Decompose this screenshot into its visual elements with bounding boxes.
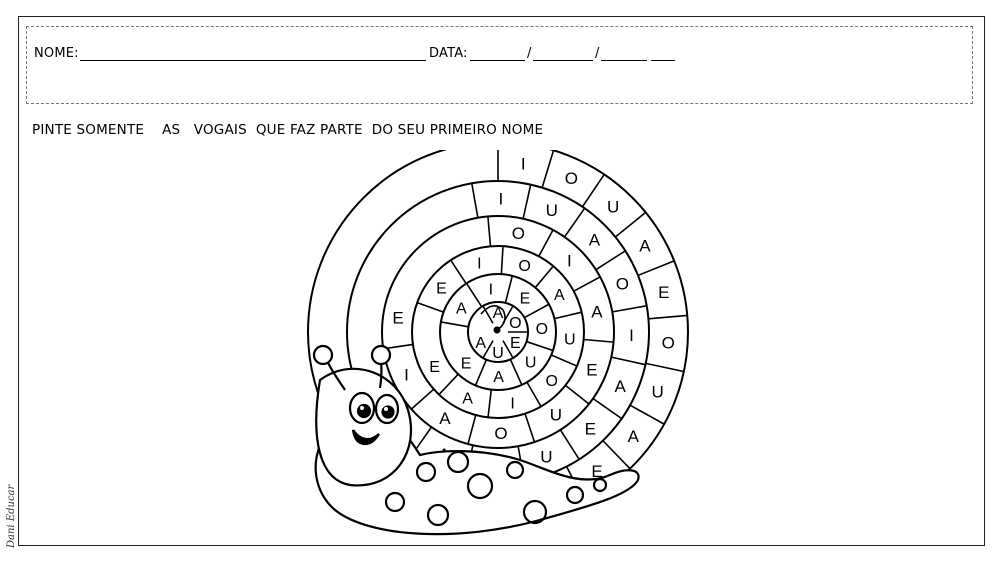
vowel-cell[interactable]: E (509, 335, 521, 352)
name-line[interactable] (80, 60, 426, 61)
name-label: NOME: (34, 46, 79, 61)
vowel-cell[interactable]: O (511, 224, 526, 244)
vowel-cell[interactable]: I (629, 325, 634, 345)
vowel-cell[interactable]: A (639, 236, 651, 256)
vowel-cell[interactable]: E (519, 290, 531, 308)
vowel-cell[interactable]: I (404, 365, 409, 385)
vowel-cell[interactable]: A (439, 408, 451, 428)
vowel-cell[interactable]: O (509, 315, 522, 332)
vowel-cell[interactable]: A (462, 390, 473, 408)
vowel-cell[interactable]: E (460, 355, 472, 373)
vowel-cell[interactable]: U (607, 197, 620, 217)
vowel-cell[interactable]: I (477, 255, 482, 273)
vowel-cell[interactable]: A (492, 305, 504, 322)
vowel-cell[interactable]: A (493, 368, 504, 386)
snail-spiral-art (290, 150, 710, 550)
signature (0, 470, 22, 550)
vowel-cell[interactable]: I (498, 189, 504, 209)
vowel-cell[interactable]: E (658, 283, 670, 303)
vowel-cell[interactable]: O (545, 372, 559, 390)
date-year-line-extra[interactable] (651, 60, 675, 61)
vowel-cell[interactable]: A (456, 300, 467, 318)
vowel-cell[interactable]: A (591, 302, 603, 322)
vowel-cell[interactable]: O (494, 423, 508, 443)
vowel-cell[interactable]: E (586, 360, 598, 380)
vowel-cell[interactable]: I (567, 251, 572, 271)
signature-text: Dani Educar (6, 484, 17, 548)
vowel-cell[interactable]: O (615, 274, 630, 294)
instruction-text: PINTE SOMENTE AS VOGAIS QUE FAZ PARTE DO SEU PRIMEIRO NOME (32, 122, 544, 138)
date-separator: / (595, 46, 600, 61)
vowel-cell[interactable]: O (661, 333, 675, 353)
vowel-cell[interactable]: U (545, 200, 558, 220)
vowel-cell[interactable]: A (614, 376, 626, 396)
vowel-cell[interactable]: U (549, 405, 563, 425)
vowel-cell[interactable]: O (564, 169, 579, 189)
header-box (26, 26, 973, 104)
vowel-cell[interactable]: I (520, 154, 526, 174)
vowel-cell[interactable]: I (488, 281, 494, 299)
vowel-cell[interactable]: A (553, 287, 565, 305)
vowel-cell[interactable]: E (392, 308, 404, 328)
vowel-cell[interactable]: E (429, 359, 440, 377)
vowel-cell[interactable]: E (591, 461, 603, 481)
date-day-line[interactable] (470, 60, 525, 61)
date-month-line[interactable] (533, 60, 593, 61)
vowel-cell[interactable]: O (535, 321, 549, 339)
vowel-cell[interactable]: O (518, 258, 531, 276)
vowel-cell[interactable]: U (540, 447, 553, 467)
vowel-cell[interactable]: A (627, 426, 639, 446)
vowel-cell[interactable]: U (563, 331, 576, 349)
date-label: DATA: (429, 46, 468, 61)
vowel-cell[interactable]: E (584, 419, 596, 439)
vowel-cell[interactable]: U (524, 354, 537, 372)
vowel-cell[interactable]: A (588, 230, 601, 250)
vowel-cell[interactable]: U (492, 345, 504, 362)
vowel-cell[interactable]: I (510, 395, 515, 413)
vowel-cell[interactable]: A (475, 335, 487, 352)
vowel-cell[interactable]: U (651, 382, 664, 402)
vowel-cell[interactable]: E (436, 280, 447, 298)
date-separator: / (527, 46, 532, 61)
date-year-line[interactable] (601, 60, 647, 61)
